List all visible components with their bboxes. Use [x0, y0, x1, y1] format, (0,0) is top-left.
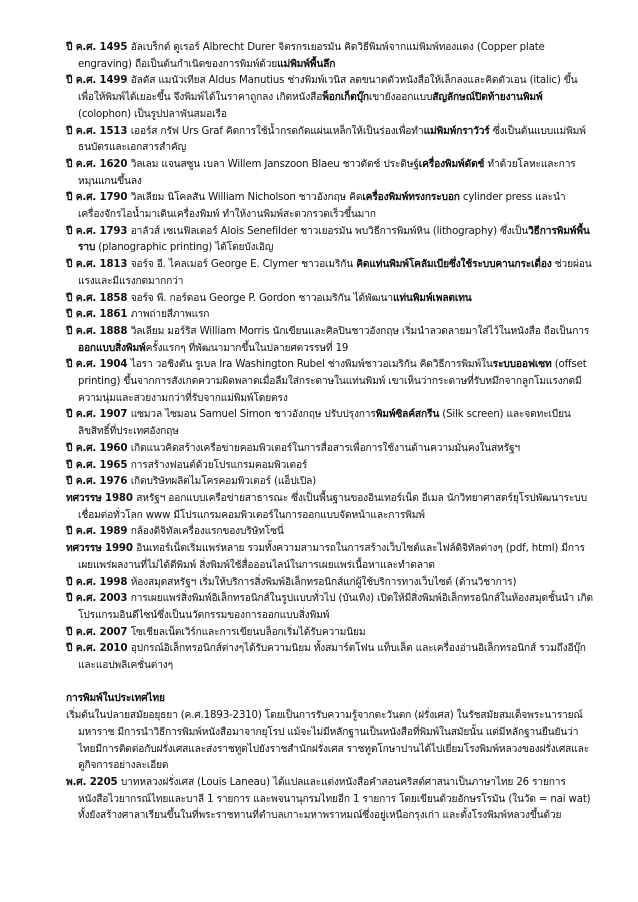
bold-text: สัญลักษณ์ปิดท้ายงานพิมพ์	[432, 92, 543, 104]
text-run: จอร์จ พี. กอร์ดอน George P. Gordon ชาวอเมริกัน ได้พัฒนา	[130, 292, 393, 304]
text-run: สหรัฐฯ ออกแบบเครือข่ายสาธารณะ ซึ่งเป็นพื้นฐานของอินเทอร์เน็ต อีเมล นักวิทยาศาสตร์ยุโรปพัฒนาระบบเชื่อมต่อทั่วโลก www มีโปรแกรมคอมพิวเตอร์ในการออกแบบจัดหน้าและการพิมพ์	[78, 492, 587, 521]
bold-text: เครื่องพิมพ์ดัตช์	[418, 158, 485, 170]
text-run: เออร์ส กรัฟ Urs Graf คิดการใช้น้ำกรดกัดแผ่นเหล็กให้เป็นร่องเพื่อทำ	[130, 125, 424, 137]
timeline-entry	[66, 357, 594, 407]
text-run: (planographic printing) ได้โดยบังเอิญ	[95, 242, 274, 254]
bold-text: วิธีการพิมพ์พื้นราบ	[78, 225, 590, 254]
bold-text: ปี ค.ศ. 2007	[66, 626, 131, 638]
bold-text: ปี ค.ศ. 1620	[66, 158, 131, 170]
timeline-entry	[66, 575, 594, 592]
text-run: อัลดัส แมนัวเทียส Aldus Manutius ช่างพิมพ์เวนิส ลดขนาดตัวหนังสือให้เล็กลงและคิดตัวเอน (italic) ขึ้น เพื่อให้พิมพ์ได้เยอะขึ้น จึงพิมพ์ได้ในราคาถูกลง เกิดหนังสือ	[78, 75, 578, 104]
section-paragraph	[66, 775, 594, 825]
text-run: เกิดบริษัทผลิตไมโครคอมพิวเตอร์ (แอ็ปเปิล)	[130, 476, 317, 488]
section-paragraph	[66, 708, 594, 775]
text-run: ครั้งแรกๆ ที่พัฒนามากขึ้นในปลายศตวรรษที่ 19	[145, 342, 349, 354]
text-run: การสร้างฟอนต์ด้วยโปรแกรมคอมพิวเตอร์	[130, 459, 308, 471]
section-body	[66, 708, 594, 825]
text-run: ภาพถ่ายสีภาพแรก	[130, 309, 210, 321]
section-heading: การพิมพ์ในประเทศไทย	[66, 693, 165, 705]
bold-text: ปี ค.ศ. 1904	[66, 359, 131, 371]
timeline-entry	[66, 190, 594, 223]
timeline-entry	[66, 73, 594, 123]
bold-text: ปี ค.ศ. 1793	[66, 225, 131, 237]
bold-text: แม่พิมพ์พื้นลึก	[277, 58, 336, 70]
text-run: ช่วยผ่อนแรงและมีแรงกดมากกว่า	[78, 259, 592, 287]
timeline-entry	[66, 625, 594, 642]
timeline-entry	[66, 441, 594, 458]
timeline-entry	[66, 591, 594, 624]
text-run: กล้องดิจิทัลเครื่องแรกของบริษัทโซนี่	[130, 526, 284, 538]
bold-text: เครื่องพิมพ์ทรงกระบอก	[362, 192, 460, 204]
timeline-entry	[66, 541, 594, 574]
bold-text: ปี ค.ศ. 1989	[66, 526, 131, 538]
text-run: อุปกรณ์อิเล็กทรอนิกส์ต่างๆได้รับความนิยม ทั้งสมาร์ตโฟน แท็บเล็ต และเครื่องอ่านอิเล็กทรอนิกส์ รวมถึงอีบุ๊กและแอปพลิเคชั่นต่างๆ	[78, 643, 586, 672]
text-run: เริ่มต้นในปลายสมัยอยุธยา (ค.ศ.1893-2310) โดยเป็นการรับความรู้จากตะวันตก (ฝรั่งเศส) ในรัชสมัยสมเด็จพระนารายณ์มหาราช มีการนำวิธีการพิมพ์หนังสือมาจากยุโรป แม้จะไม่มีหลักฐานเป็นหนังสือที่พิมพ์ในสมัยนั้น แต่มีหลักฐานยืนยันว่าไทยมีการติดต่อกับฝรั่งเศสและส่งราชทูตไปยังราชสำนักฝรั่งเศส ราชทูตโกษาปานได้ไปเยี่ยมโรงพิมพ์หลวงของฝรั่งเศสและดูกิจการอย่างละเอียด	[66, 710, 590, 772]
text-run: เกิดแนวคิดสร้างเครือข่ายคอมพิวเตอร์ในการสื่อสารเพื่อการใช้งานด้านความมั่นคงในสหรัฐฯ	[130, 442, 520, 454]
bold-text: แท่นพิมพ์เพลตเทน	[392, 292, 472, 304]
bold-text: ปี ค.ศ. 1976	[66, 476, 131, 488]
timeline-entry	[66, 291, 594, 308]
bold-text: ปี ค.ศ. 1960	[66, 442, 131, 454]
text-run: ซึ่งเป็นต้นแบบแม่พิมพ์ธนบัตรและเอกสารสำคัญ	[78, 125, 586, 154]
bold-text: ทศวรรษ 1980	[66, 492, 137, 504]
text-run: อัลเบร็กต์ ดูเรอร์ Albrecht Durer จิตรกรเยอรมัน คิดวิธีพิมพ์จากแม่พิมพ์ทองแดง (Copper plate engraving) ถือเป็นต้นกำเนิดของการพิมพ์ด้วย	[78, 42, 545, 70]
timeline-entry	[66, 407, 594, 440]
timeline-entry	[66, 491, 594, 524]
bold-text: ปี ค.ศ. 1790	[66, 192, 131, 204]
text-run: เขายังออกแบบ	[368, 92, 433, 104]
timeline-entry	[66, 124, 594, 157]
text-run: ห้องสมุดสหรัฐฯ เริ่มให้บริการสิ่งพิมพ์อิเล็กทรอนิกส์แก่ผู้ใช้บริการทางเว็บไซต์ (ด้านวิชาการ)	[130, 576, 517, 588]
bold-text: คิดแท่นพิมพ์โคลัมเบียซึ่งใช้ระบบคานกระเดื่อง	[356, 259, 552, 271]
timeline-list	[66, 40, 594, 675]
bold-text: ปี ค.ศ. 1861	[66, 309, 131, 321]
section-spacer	[66, 675, 594, 692]
bold-text: พ็อกเก็ตบุ๊ก	[322, 92, 369, 104]
bold-text: ปี ค.ศ. 1513	[66, 125, 131, 137]
bold-text: ปี ค.ศ. 1858	[66, 292, 131, 304]
bold-text: พิมพ์ซิลค์สกรีน	[375, 409, 440, 421]
timeline-entry	[66, 474, 594, 491]
bold-text: ปี ค.ศ. 2010	[66, 643, 131, 655]
timeline-entry	[66, 224, 594, 257]
text-run: วิลเลม แจนสซูน เบลา Willem Janszoon Blaeu ชาวดัตช์ ประดิษฐ์	[130, 158, 419, 170]
bold-text: ปี ค.ศ. 1813	[66, 259, 131, 271]
timeline-entry	[66, 458, 594, 475]
text-run: (offset printing) ขึ้นจากการสังเกตความผิดพลาดเมื่อลืมใส่กระดาษในแท่นพิมพ์ เขาเห็นว่ากระดาษที่รับหมึกจากลูกโมแรงกดมีความนุ่มและสวยงามกว่าที่รับจากแม่พิมพ์โดยตรง	[78, 359, 587, 404]
timeline-entry	[66, 307, 594, 324]
bold-text: ปี ค.ศ. 1499	[66, 75, 131, 87]
text-run: แซมวล ไซมอน Samuel Simon ชาวอังกฤษ ปรับปรุงการ	[130, 409, 376, 421]
text-run: วิลเลียม มอร์ริส William Morris นักเขียนและศิลปินชาวอังกฤษ เริ่มนำลวดลายมาใส่ไว้ในหนังสือ ถือเป็นการ	[130, 325, 590, 337]
text-run: อินเทอร์เน็ตเริ่มแพร่หลาย รวมทั้งความสามารถในการสร้างเว็บไซต์และไฟล์ดิจิทัลต่างๆ (pdf, html) มีการเผยแพร่ผลงานที่ไม่ได้ตีพิมพ์ สิ่งพิมพ์ใช้สื่อออนไลน์ในการเผยแพร่เนื้อหาและทำตลาด	[78, 543, 585, 571]
text-run: (colophon) เป็นรูปปลาพันสมอเรือ	[78, 108, 227, 120]
text-run: โซเชียลเน็ตเวิร์กและการเขียนบล็อกเริ่มได้รับความนิยม	[130, 626, 366, 638]
bold-text: ออกแบบสิ่งพิมพ์	[78, 342, 146, 354]
document-page	[66, 40, 594, 825]
text-run: อาลัวส์ เซเนฟิลเดอร์ Alois Senefilder ชาวเยอรมัน พบวิธีการพิมพ์หิน (lithography) ซึ่งเป็น	[130, 225, 529, 237]
bold-text: ปี ค.ศ. 1495	[66, 42, 131, 53]
timeline-entry	[66, 157, 594, 190]
bold-text: ปี ค.ศ. 1998	[66, 576, 131, 588]
timeline-entry	[66, 524, 594, 541]
text-run: cylinder press และนำเครื่องจักรไอน้ำมาเดินเครื่องพิมพ์ ทำให้งานพิมพ์สะดวกรวดเร็วขึ้นมาก	[78, 192, 566, 221]
text-run: ไอรา วอชิงตัน รูเบล Ira Washington Rubel ช่างพิมพ์ชาวอเมริกัน คิดวิธีการพิมพ์ใน	[130, 359, 493, 371]
text-run: จอร์จ อี. ไคลเมอร์ George E. Clymer ชาวอเมริกัน	[130, 259, 357, 271]
bold-text: ปี ค.ศ. 1907	[66, 409, 131, 421]
text-run: ทำด้วยโลหะและการหมุนแกนขึ้นลง	[78, 158, 576, 187]
bold-text: ปี ค.ศ. 2003	[66, 593, 131, 605]
bold-text: ทศวรรษ 1990	[66, 543, 137, 555]
timeline-entry	[66, 257, 594, 290]
bold-text: ระบบออฟเซท	[492, 359, 552, 371]
timeline-entry	[66, 40, 594, 73]
text-run: บาทหลวงฝรั่งเศส (Louis Laneau) ได้แปลและแต่งหนังสือคำสอนคริสต์ศาสนาเป็นภาษาไทย 26 รายการ หนังสือไวยากรณ์ไทยและบาลี 1 รายการ และพจนานุกรมไทยอีก 1 รายการ โดยเขียนด้วยอักษรโรมัน (ในวัด = nai wat) ทั้งยังสร้างศาลาเรียนขึ้นในที่พระราชทานที่ตำบลเกาะมหาพราหมณ์ซึ่งอยู่เหนือกรุงเก่า และตั้งโรงพิมพ์หลวงขึ้นด้วย	[78, 776, 591, 822]
text-run: การเผยแพร่สิ่งพิมพ์อิเล็กทรอนิกส์ในรูปแบบทั่วไป (บันเทิง) เปิดให้มีสิ่งพิมพ์อิเล็กทรอนิกส์ในห้องสมุดชั้นนำ เกิดโปรแกรมอินดีไซน์ซึ่งเป็นนวัตกรรมของการออกแบบสิ่งพิมพ์	[78, 593, 593, 621]
bold-text: ปี ค.ศ. 1965	[66, 459, 131, 471]
text-run: (Silk screen) และจดทะเบียนลิขสิทธิ์ที่ประเทศอังกฤษ	[78, 409, 571, 438]
bold-text: ปี ค.ศ. 1888	[66, 325, 131, 337]
timeline-entry	[66, 324, 594, 357]
text-run: วิลเลียม นิโคลสัน William Nicholson ชาวอังกฤษ คิด	[130, 192, 363, 204]
bold-text: แม่พิมพ์กราวัวร์	[423, 125, 490, 137]
timeline-entry	[66, 641, 594, 674]
bold-text: พ.ศ. 2205	[66, 776, 121, 788]
